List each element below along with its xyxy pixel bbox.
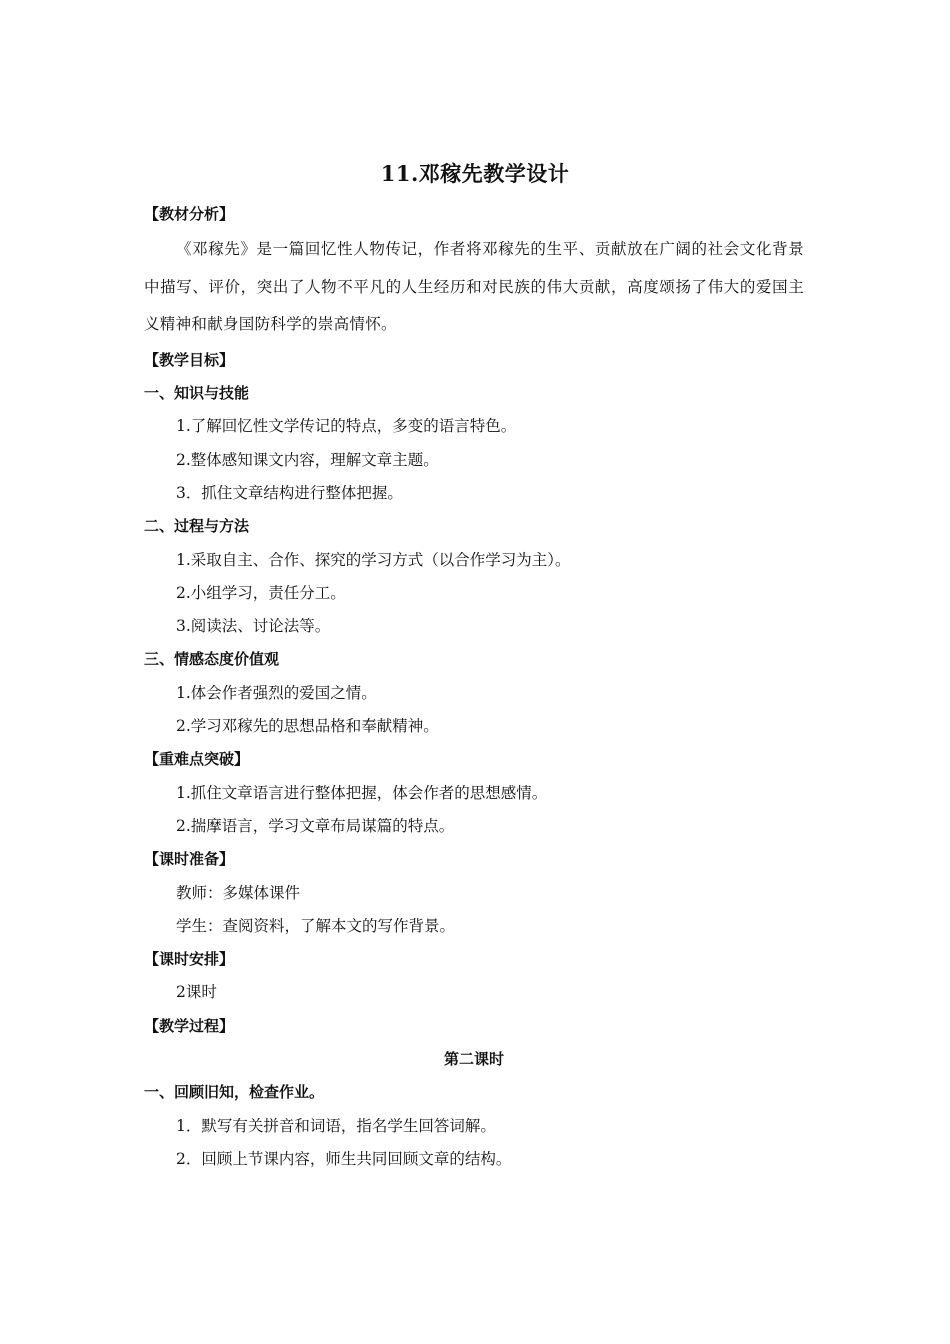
section-heading-preparation: 【课时准备】 — [144, 850, 235, 869]
lesson-title: 第二课时 — [443, 1050, 504, 1069]
subheading-knowledge-skills: 一、知识与技能 — [144, 384, 250, 403]
list-item: 3．抓住文章结构进行整体把握。 — [176, 483, 403, 502]
list-item: 1.体会作者强烈的爱国之情。 — [176, 683, 377, 702]
list-item: 2.整体感知课文内容，理解文章主题。 — [176, 450, 439, 469]
document-body — [144, 198, 804, 1176]
section-heading-key-points: 【重难点突破】 — [144, 750, 250, 769]
list-item: 教师：多媒体课件 — [176, 883, 301, 902]
list-item: 2.小组学习，责任分工。 — [176, 583, 346, 602]
list-item: 1．默写有关拼音和词语，指名学生回答词解。 — [176, 1116, 496, 1135]
list-item: 3.阅读法、讨论法等。 — [176, 617, 331, 636]
subheading-emotion-values: 三、情感态度价值观 — [144, 650, 280, 669]
page-title: 11.邓稼先教学设计 — [380, 161, 570, 186]
section-heading-textbook-analysis: 【教材分析】 — [144, 205, 235, 223]
subheading-process-methods: 二、过程与方法 — [144, 517, 250, 536]
schedule-value: 2课时 — [176, 983, 217, 1002]
list-item: 1.了解回忆性文学传记的特点，多变的语言特色。 — [176, 417, 517, 436]
section-heading-teaching-goals: 【教学目标】 — [144, 350, 235, 369]
subheading-review: 一、回顾旧知，检查作业。 — [144, 1083, 325, 1102]
list-item: 2.揣摩语言，学习文章布局谋篇的特点。 — [176, 816, 455, 835]
list-item: 1.抓住文章语言进行整体把握，体会作者的思想感情。 — [176, 783, 548, 802]
section-heading-teaching-process: 【教学过程】 — [144, 1016, 235, 1035]
textbook-analysis-paragraph: 《邓稼先》是一篇回忆性人物传记，作者将邓稼先的生平、贡献放在广阔的社会文化背景中描写、评价，突出了人物不平凡的人生经历和对民族的伟大贡献，高度颂扬了伟大的爱国主义精神和献身国防科学的崇高情怀。 — [144, 240, 804, 334]
list-item: 1.采取自主、合作、探究的学习方式（以合作学习为主）。 — [176, 550, 571, 569]
list-item: 2.学习邓稼先的思想品格和奉献精神。 — [176, 717, 439, 736]
list-item: 学生：查阅资料，了解本文的写作背景。 — [176, 916, 456, 935]
list-item: 2．回顾上节课内容，师生共同回顾文章的结构。 — [176, 1149, 512, 1168]
section-heading-schedule: 【课时安排】 — [144, 950, 235, 969]
